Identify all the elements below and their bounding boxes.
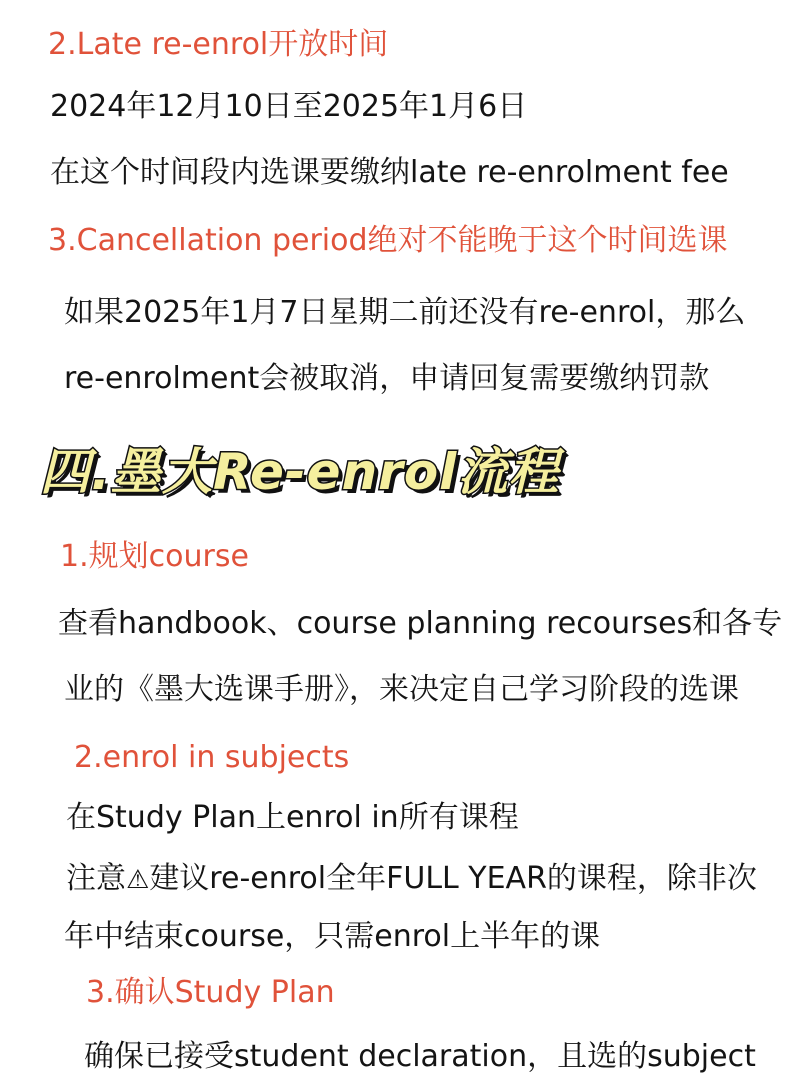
late-reenrol-fee-note: 在这个时间段内选课要缴纳late re-enrolment fee: [50, 155, 729, 190]
step2-note-line: [66, 862, 757, 897]
step2-note-prefix: 注意: [66, 861, 126, 896]
step1-line-2: 业的《墨大选课手册》，来决定自己学习阶段的选课: [64, 672, 739, 707]
cancellation-line-2: re-enrolment会被取消，申请回复需要缴纳罚款: [64, 361, 710, 396]
cancellation-heading: 3.Cancellation period绝对不能晚于这个时间选课: [48, 223, 728, 258]
step3-line-1: 确保已接受student declaration，且选的subject: [84, 1039, 756, 1074]
step2-line-3: 年中结束course，只需enrol上半年的课: [64, 919, 601, 954]
step1-heading: 1.规划course: [60, 539, 249, 574]
section-four-title: 四.墨大Re-enrol流程: [40, 443, 560, 501]
late-reenrol-dates: 2024年12月10日至2025年1月6日: [50, 89, 528, 124]
step2-heading: 2.enrol in subjects: [74, 740, 350, 775]
step2-note-text: 建议re-enrol全年FULL YEAR的课程，除非次: [149, 861, 757, 896]
step3-heading: 3.确认Study Plan: [86, 975, 335, 1010]
step2-line-1: 在Study Plan上enrol in所有课程: [66, 800, 519, 835]
late-reenrol-heading: 2.Late re-enrol开放时间: [48, 27, 389, 62]
cancellation-line-1: 如果2025年1月7日星期二前还没有re-enrol，那么: [64, 295, 746, 330]
warning-icon: ⚠: [126, 865, 150, 895]
step1-line-1: 查看handbook、course planning recourses和各专: [58, 606, 783, 641]
